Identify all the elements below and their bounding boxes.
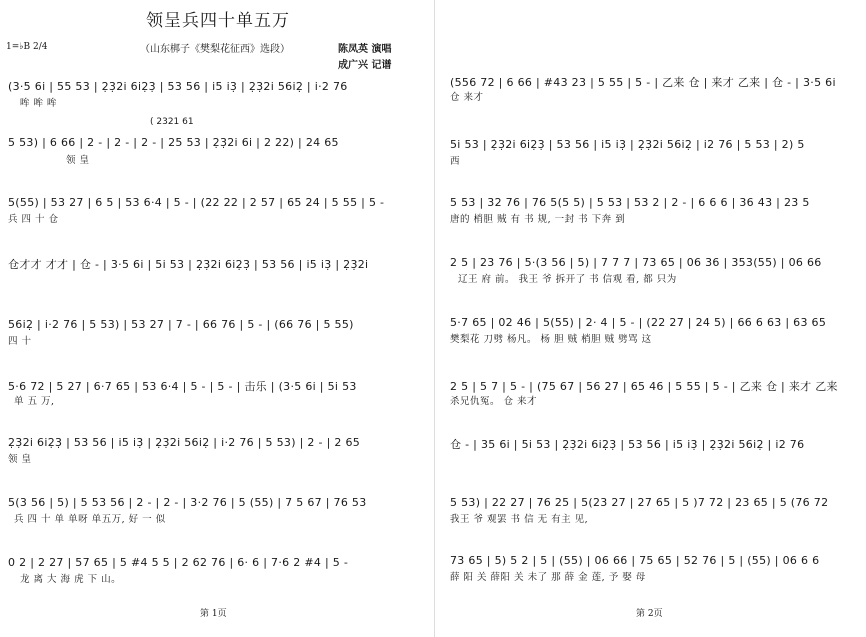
notation-line: 仓才才 才才 | 仓 - | 3·5 6i | 5i 53 | 2̣3̣2i 6i2̣3̣ | 53 56 | i5 i3̣ | 2̣3̣2i — [8, 258, 369, 271]
song-title: 领呈兵四十单五万 — [146, 11, 290, 31]
notation-line: 2̣3̣2i 6i2̣3̣ | 53 56 | i5 i3̣ | 2̣3̣2i 56i2̣ | i·2 76 | 5 53) | 2 - | 2 65 — [8, 436, 361, 449]
notation-line: 2 5 | 5 7 | 5 - | (75 67 | 56 27 | 65 46 | 5 55 | 5 - | 乙来 仓 | 来才 乙来 — [450, 380, 838, 393]
lyric-line: 仓 来才 — [450, 92, 484, 103]
page-number: 第 1页 — [200, 609, 227, 619]
notation-line: 5i 53 | 2̣3̣2i 6i2̣3̣ | 53 56 | i5 i3̣ | 2̣3̣2i 56i2̣ | i2 76 | 5 53 | 2) 5 — [450, 138, 805, 151]
singer-credit: 陈凤英 演唱 — [338, 44, 392, 55]
notation-line: 仓 - | 35 6i | 5i 53 | 2̣3̣2i 6i2̣3̣ | 53 56 | i5 i3̣ | 2̣3̣2i 56i2̣ | i2 76 — [450, 438, 805, 451]
lyric-line: 兵 四 十 单 单呀 单五万, 好 一 似 — [14, 514, 166, 525]
lyric-line: 领 皇 — [8, 454, 32, 465]
key-signature: 1=♭B 2/4 — [6, 42, 48, 52]
notation-line: 73 65 | 5) 5 2 | 5 | (55) | 06 66 | 75 65 | 52 76 | 5 | (55) | 06 6 6 — [450, 554, 820, 567]
notation-line: 5 53) | 22 27 | 76 25 | 5(23 27 | 27 65 | 5 )7 72 | 23 65 | 5 (76 72 — [450, 496, 829, 509]
lyric-line: 杀兄仇冤。 仓 来才 — [450, 396, 538, 407]
song-subtitle: （山东梆子《樊梨花征西》选段） — [140, 44, 290, 55]
lyric-line: 兵 四 十 仓 — [8, 214, 59, 225]
notation-line: 5 53 | 32 76 | 76 5(5 5) | 5 53 | 53 2 | 2 - | 6 6 6 | 36 43 | 23 5 — [450, 196, 810, 209]
lyric-line: 哞 哞 哞 — [20, 98, 58, 109]
notation-line: (556 72 | 6 66 | #43 23 | 5 55 | 5 - | 乙来 仓 | 来才 乙来 | 仓 - | 3·5 6i — [450, 76, 836, 89]
lyric-line: 龙 离 大 海 虎 下 山。 — [20, 574, 122, 585]
notation-line: 5·7 65 | 02 46 | 5(55) | 2· 4 | 5 - | (22 27 | 24 5) | 66 6 63 | 63 65 — [450, 316, 827, 329]
lyric-line: 薛 阳 关 薛阳 关 未了 那 薛 金 莲, 予 娶 母 — [450, 572, 646, 583]
notation-line: 0 2 | 2 27 | 57 65 | 5 #4 5 5 | 2 62 76 | 6· 6 | 7·6 2 #4 | 5 - — [8, 556, 349, 569]
notation-line: (3·5 6i | 55 53 | 2̣3̣2i 6i2̣3̣ | 53 56 | i5 i3̣ | 2̣3̣2i 56i2̣ | i·2 76 — [8, 80, 348, 93]
lyric-line: 唐的 梢胆 贼 有 书 规, 一封 书 下奔 到 — [450, 214, 626, 225]
notator-credit: 成广兴 记谱 — [338, 60, 392, 71]
notation-line: 2 5 | 23 76 | 5·(3 56 | 5) | 7 7 7 | 73 65 | 06 36 | 353(55) | 06 66 — [450, 256, 822, 269]
lyric-line: 领 皇 — [66, 155, 90, 166]
lyric-line: 西 — [450, 156, 461, 167]
lyric-line: 辽王 府 前。 我王 爷 拆开了 书 信观 看, 都 只为 — [458, 274, 677, 285]
notation-line: 56i2̣ | i·2 76 | 5 53) | 53 27 | 7 - | 66 76 | 5 - | (66 76 | 5 55) — [8, 318, 354, 331]
page-number: 第 2页 — [636, 609, 663, 619]
lyric-line: 我王 爷 观罢 书 信 无 有主 见, — [450, 514, 589, 525]
right-page — [436, 0, 866, 637]
lyric-line: 四 十 — [8, 336, 32, 347]
page-divider — [434, 0, 435, 637]
notation-line: 5(3 56 | 5) | 5 53 56 | 2 - | 2 - | 3·2 76 | 5 (55) | 7 5 67 | 76 53 — [8, 496, 367, 509]
notation-line: 5 53) | 6 66 | 2 - | 2 - | 2 - | 25 53 | 2̣3̣2i 6i | 2 22) | 24 65 — [8, 136, 339, 149]
lyric-line: 单 五 万, — [14, 396, 55, 407]
lyric-line: 樊梨花 刀劈 杨凡。 杨 胆 贼 梢胆 贼 劈骂 这 — [450, 334, 652, 345]
notation-line: 5(55) | 53 27 | 6 5 | 53 6·4 | 5 - | (22 22 | 2 57 | 65 24 | 5 55 | 5 - — [8, 196, 385, 209]
notation-above-line: ( 2321 61 — [150, 117, 194, 127]
notation-line: 5·6 72 | 5 27 | 6·7 65 | 53 6·4 | 5 - | 5 - | 击乐 | (3·5 6i | 5i 53 — [8, 380, 357, 393]
